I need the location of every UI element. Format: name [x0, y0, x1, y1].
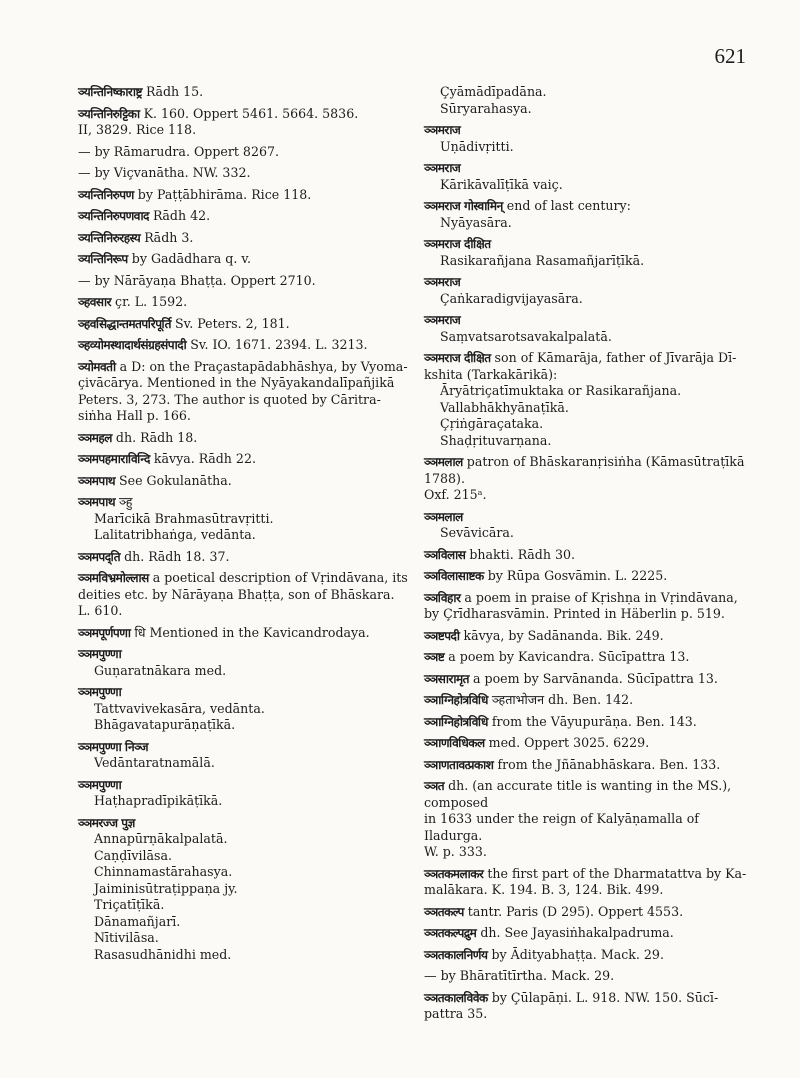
entry-line	[78, 294, 408, 311]
entry-line	[424, 811, 754, 844]
sanskrit-headword: ञ्योमवती	[78, 359, 116, 374]
entry-text: ञ्हताभोजन dh. Ben. 142.	[491, 692, 634, 707]
entry-text: the first part of the Dharmatattva by Ka-	[487, 865, 747, 881]
entry-text: Bhāgavatapurāṇaṭīkā.	[94, 717, 236, 732]
catalog-entry	[78, 451, 408, 468]
entry-text: a D: on the Praçastapādabhāshya, by Vyoma-	[119, 358, 408, 374]
entry-text: Sv. IO. 1671. 2394. L. 3213.	[190, 337, 368, 352]
catalog-entry	[78, 646, 408, 679]
right-column	[424, 84, 754, 1028]
entry-line	[78, 625, 408, 642]
catalog-entry	[78, 430, 408, 447]
catalog-entry	[424, 735, 754, 752]
sanskrit-headword: ञ्यन्तिनिष्काराष्ट्र	[78, 85, 142, 99]
entry-line	[424, 547, 754, 564]
entry-text: bhakti. Rādh 30.	[469, 546, 575, 562]
entry-line	[78, 663, 408, 680]
catalog-entry	[424, 947, 754, 964]
entry-text: a poetical description of Vṛindāvana, its	[152, 570, 408, 585]
entry-text: See Gokulanātha.	[119, 472, 232, 488]
entry-text: dh. Rādh 18.	[115, 429, 198, 445]
sanskrit-headword: ञ्ञमलाल	[424, 455, 463, 469]
sanskrit-headword: ञ्ञमपुण्णा	[78, 777, 122, 792]
entry-line	[78, 831, 408, 848]
entry-line	[78, 359, 408, 376]
catalog-entry	[424, 904, 754, 921]
entry-text: deities etc. by Nārāyaṇa Bhaṭṭa, son of Bhāskara.	[78, 586, 395, 602]
catalog-entry	[424, 509, 754, 542]
entry-line	[78, 527, 408, 544]
entry-line	[424, 714, 754, 731]
sanskrit-headword: ञ्ञमपुण्णा	[78, 685, 122, 699]
entry-line	[424, 236, 754, 253]
entry-line	[78, 717, 408, 734]
entry-text: Uṇādivṛitti.	[440, 138, 514, 154]
entry-line	[424, 925, 754, 942]
entry-line	[424, 735, 754, 752]
entry-line	[78, 392, 408, 409]
entry-line	[78, 84, 408, 101]
entry-line	[424, 968, 754, 985]
entry-text: a poem by Sarvānanda. Sūcīpattra 13.	[473, 670, 718, 686]
catalog-entry	[78, 106, 408, 139]
sanskrit-headword: ञ्ञविहार	[424, 590, 461, 605]
entry-line	[78, 230, 408, 247]
entry-line	[78, 473, 408, 490]
sanskrit-headword: ञ्ञत	[424, 779, 445, 793]
catalog-entry	[78, 294, 408, 311]
sanskrit-headword: ञ्ञविलास	[424, 547, 466, 562]
entry-line	[424, 525, 754, 542]
entry-text: by Gadādhara q. v.	[131, 251, 251, 266]
entry-text: by Ādityabhaṭṭa. Mack. 29.	[491, 946, 664, 962]
entry-text: Rādh 15.	[145, 84, 204, 99]
catalog-entry	[78, 84, 408, 101]
entry-line	[424, 383, 754, 400]
entry-line	[424, 568, 754, 585]
left-column	[78, 84, 408, 968]
entry-line	[424, 947, 754, 964]
sanskrit-headword: ञ्ञमराज	[424, 161, 461, 175]
entry-text: Lalitatribhaṅga, vedānta.	[94, 527, 256, 542]
catalog-entry	[78, 359, 408, 425]
entry-line	[424, 253, 754, 270]
entry-line	[78, 375, 408, 392]
entry-line	[424, 400, 754, 417]
entry-text: kāvya, by Sadānanda. Bik. 249.	[463, 627, 664, 643]
catalog-entry	[424, 925, 754, 942]
sanskrit-headword: ञ्ञतकमलाकर	[424, 866, 484, 881]
entry-line	[424, 1006, 754, 1023]
entry-text: Kārikāvalīṭīkā vaiç.	[440, 176, 563, 192]
entry-line	[424, 692, 754, 709]
entry-line	[78, 144, 408, 161]
catalog-entry	[78, 187, 408, 204]
entry-text: Sevāvicāra.	[440, 525, 514, 540]
entry-line	[424, 487, 754, 504]
sanskrit-headword: ञ्ञमराज दीक्षित	[424, 351, 491, 365]
catalog-entry	[424, 649, 754, 666]
entry-line	[78, 930, 408, 947]
entry-line	[424, 904, 754, 921]
catalog-entry	[78, 549, 408, 566]
entry-line	[424, 367, 754, 384]
sanskrit-headword: ञ्ञमरज्ज पुज्ञ	[78, 815, 135, 830]
catalog-entry	[78, 473, 408, 490]
catalog-entry	[424, 312, 754, 345]
entry-text: Vallabhākhyānaṭīkā.	[440, 399, 569, 415]
catalog-entry	[424, 714, 754, 731]
entry-text: Tattvavivekasāra, vedānta.	[94, 700, 265, 716]
entry-line	[424, 139, 754, 156]
catalog-entry	[78, 165, 408, 182]
catalog-entry	[424, 568, 754, 585]
entry-line	[78, 603, 408, 620]
sanskrit-headword: ञ्यन्तिनिरुरहस्य	[78, 230, 141, 245]
sanskrit-headword: ञ्हवसार	[78, 295, 112, 309]
entry-text: L. 610.	[78, 603, 123, 618]
entry-text: W. p. 333.	[424, 844, 487, 859]
entry-line	[424, 590, 754, 607]
entry-line	[78, 914, 408, 931]
catalog-entry	[424, 454, 754, 504]
sanskrit-headword: ञ्ञमपुण्णा निञ्ज	[78, 739, 149, 754]
entry-text: kshita (Tarkakārikā):	[424, 366, 558, 382]
sanskrit-headword: ञ्ञमराज	[424, 313, 461, 327]
entry-line	[78, 494, 408, 511]
entry-line	[78, 337, 408, 354]
entry-line	[78, 881, 408, 898]
entry-text: patron of Bhāskaranṛisiṅha (Kāmasūtraṭīkā 1788).	[424, 454, 745, 486]
entry-line	[78, 251, 408, 268]
sanskrit-headword: ञ्ञाणविधिकल	[424, 736, 485, 750]
entry-text: Marīcikā Brahmasūtravṛitti.	[94, 510, 274, 526]
sanskrit-headword: ञ्ञतकल्प	[424, 904, 464, 919]
entry-line	[78, 122, 408, 139]
entry-text: dh. See Jayasiṅhakalpadruma.	[480, 925, 674, 940]
sanskrit-headword: ञ्ञमपाथ	[78, 473, 116, 488]
entry-text: by Çrīdharasvāmin. Printed in Häberlin p. 519.	[424, 606, 725, 621]
catalog-entry	[78, 144, 408, 161]
sanskrit-headword: ञ्ञष्ट	[424, 650, 445, 664]
entry-text: kāvya. Rādh 22.	[153, 451, 256, 466]
entry-text: med. Oppert 3025. 6229.	[488, 735, 650, 750]
entry-text: by Çūlapāṇi. L. 918. NW. 150. Sūcī-	[491, 989, 719, 1005]
entry-line	[78, 511, 408, 528]
entry-line	[424, 177, 754, 194]
catalog-entry	[424, 757, 754, 774]
catalog-entry	[424, 968, 754, 985]
entry-line	[78, 848, 408, 865]
catalog-entry	[78, 230, 408, 247]
entry-text: a poem by Kavicandra. Sūcīpattra 13.	[448, 649, 690, 664]
sanskrit-headword: ञ्ञसारामृत	[424, 671, 469, 686]
sanskrit-headword: ञ्ञमपाथ	[78, 495, 116, 509]
entry-line	[424, 312, 754, 329]
entry-line	[424, 274, 754, 291]
entry-text: end of last century:	[506, 198, 631, 213]
entry-text: ञ्हु	[119, 494, 133, 509]
catalog-entry	[78, 251, 408, 268]
entry-line	[424, 778, 754, 811]
entry-text: from the Vāyupurāṇa. Ben. 143.	[491, 713, 697, 729]
entry-text: Triçatīṭīkā.	[94, 897, 165, 912]
entry-text: Rādh 42.	[152, 208, 211, 223]
sanskrit-headword: ञ्ञमपहमाराविन्दि	[78, 452, 150, 466]
entry-text: from the Jñānabhāskara. Ben. 133.	[497, 756, 721, 772]
catalog-entry	[424, 590, 754, 623]
entry-text: Jaiminisūtraṭippaṇa jy.	[94, 880, 238, 896]
entry-text: Çyāmādīpadāna.	[440, 84, 547, 99]
entry-line	[78, 587, 408, 604]
entry-line	[78, 106, 408, 123]
entry-line	[424, 671, 754, 688]
entry-line	[78, 187, 408, 204]
catalog-entry	[424, 236, 754, 269]
sanskrit-headword: ञ्ञतकल्पद्रुम	[424, 926, 477, 940]
entry-line	[78, 755, 408, 772]
entry-line	[424, 757, 754, 774]
entry-line	[78, 408, 408, 425]
sanskrit-headword: ञ्यन्तिनिरुपण	[78, 187, 134, 202]
catalog-entry	[424, 122, 754, 155]
entry-text: Saṃvatsarotsavakalpalatā.	[440, 328, 612, 344]
entry-text: Shaḍṛituvarṇana.	[440, 432, 552, 448]
entry-text: II, 3829. Rice 118.	[78, 122, 197, 137]
sanskrit-headword: ञ्ञमपूर्णपणा	[78, 625, 131, 640]
entry-line	[78, 646, 408, 663]
entry-line	[78, 897, 408, 914]
entry-text: Oxf. 215ᵃ.	[424, 487, 487, 502]
entry-text: Caṇḍīvilāsa.	[94, 847, 172, 863]
entry-line	[78, 451, 408, 468]
entry-line	[424, 416, 754, 433]
entry-text: Dānamañjarī.	[94, 913, 181, 929]
entry-text: malākara. K. 194. B. 3, 124. Bik. 499.	[424, 882, 664, 897]
entry-line	[78, 864, 408, 881]
entry-text: — by Rāmarudra. Oppert 8267.	[78, 143, 279, 159]
catalog-entry	[78, 208, 408, 225]
catalog-entry	[424, 547, 754, 564]
catalog-entry	[424, 990, 754, 1023]
entry-line	[424, 160, 754, 177]
entry-text: — by Viçvanātha. NW. 332.	[78, 165, 251, 180]
entry-text: Sūryarahasya.	[440, 100, 532, 116]
entry-line	[78, 793, 408, 810]
sanskrit-headword: ञ्हवसिद्धान्तमतपरिपूर्ति	[78, 316, 171, 331]
entry-text: Guṇaratnākara med.	[94, 662, 227, 678]
catalog-entry	[424, 628, 754, 645]
entry-line	[78, 208, 408, 225]
entry-line	[424, 101, 754, 118]
entry-line	[424, 628, 754, 645]
entry-line	[424, 866, 754, 883]
entry-text: a poem in praise of Kṛishṇa in Vṛindāvana,	[464, 589, 738, 605]
entry-text: çivācārya. Mentioned in the Nyāyakandalīpañjikā	[78, 375, 395, 390]
entry-line	[424, 882, 754, 899]
catalog-entry	[78, 494, 408, 544]
sanskrit-headword: ञ्हव्योमस्थादार्थसंग्रहसंपादी	[78, 338, 187, 352]
entry-text: dh. Rādh 18. 37.	[124, 548, 230, 564]
catalog-entry	[424, 866, 754, 899]
entry-line	[424, 649, 754, 666]
entry-text: son of Kāmarāja, father of Jīvarāja Dī-	[494, 350, 737, 365]
entry-text: Annapūrṇākalpalatā.	[94, 831, 228, 846]
entry-text: Vedāntaratnamālā.	[94, 755, 215, 770]
sanskrit-headword: ञ्ञतकालनिर्णय	[424, 947, 488, 962]
entry-text: K. 160. Oppert 5461. 5664. 5836.	[143, 105, 359, 121]
entry-line	[424, 84, 754, 101]
sanskrit-headword: ञ्ञमविभ्रमोल्लास	[78, 571, 149, 585]
entry-text: — by Nārāyaṇa Bhaṭṭa. Oppert 2710.	[78, 272, 316, 288]
entry-text: Rasasudhānidhi med.	[94, 946, 232, 962]
entry-line	[424, 291, 754, 308]
catalog-entry	[424, 350, 754, 449]
entry-text: pattra 35.	[424, 1006, 488, 1021]
catalog-entry	[424, 160, 754, 193]
sanskrit-headword: ञ्ञतकालविवेक	[424, 990, 488, 1005]
sanskrit-headword: ञ्यन्तिनिरुपणवाद	[78, 209, 149, 223]
entry-line	[424, 122, 754, 139]
catalog-entry	[424, 198, 754, 231]
catalog-entry	[78, 570, 408, 620]
entry-text: tantr. Paris (D 295). Oppert 4553.	[467, 903, 684, 919]
entry-line	[78, 739, 408, 756]
entry-line	[78, 815, 408, 832]
catalog-entry	[78, 684, 408, 734]
entry-text: Chinnamastārahasya.	[94, 864, 233, 879]
entry-text: Peters. 3, 273. The author is quoted by Cāritra-	[78, 391, 381, 407]
sanskrit-headword: ञ्ञमराज गोस्वामिन्	[424, 199, 503, 213]
catalog-entry	[78, 316, 408, 333]
catalog-entry	[424, 84, 754, 117]
entry-line	[78, 701, 408, 718]
entry-text: çr. L. 1592.	[115, 294, 188, 309]
catalog-entry	[78, 625, 408, 642]
sanskrit-headword: ञ्ञष्टपदी	[424, 628, 460, 643]
sanskrit-headword: ञ्ञमपुण्णा	[78, 647, 122, 661]
entry-text: Çṛiṅgāraçataka.	[440, 416, 544, 431]
catalog-entry	[78, 273, 408, 290]
entry-line	[424, 509, 754, 526]
sanskrit-headword: ञ्ञविलासाष्टक	[424, 569, 484, 583]
entry-line	[78, 549, 408, 566]
sanskrit-headword: ञ्ञमराज	[424, 123, 461, 137]
entry-line	[424, 606, 754, 623]
entry-text: Nyāyasāra.	[440, 214, 512, 230]
entry-line	[424, 990, 754, 1007]
entry-line	[424, 433, 754, 450]
sanskrit-headword: ञ्ञाणतावत्प्रकाश	[424, 757, 494, 772]
catalog-entry	[424, 671, 754, 688]
catalog-entry	[78, 739, 408, 772]
entry-text: Nītivilāsa.	[94, 930, 159, 945]
sanskrit-headword: ञ्यन्तिनिरूप	[78, 252, 128, 266]
entry-text: Sv. Peters. 2, 181.	[174, 315, 290, 331]
entry-line	[424, 329, 754, 346]
entry-text: Çaṅkaradigvijayasāra.	[440, 290, 583, 306]
catalog-entry	[424, 778, 754, 861]
sanskrit-headword: ञ्ञाग्निहोत्रविधि	[424, 693, 488, 707]
entry-text: Āryātriçatīmuktaka or Rasikarañjana.	[440, 383, 682, 398]
sanskrit-headword: ञ्ञाग्निहोत्रविधि	[424, 714, 488, 729]
catalog-entry	[424, 274, 754, 307]
entry-text: Rasikarañjana Rasamañjarīṭīkā.	[440, 252, 645, 268]
sanskrit-headword: ञ्ञमपद्ति	[78, 549, 121, 564]
entry-text: in 1633 under the reign of Kalyāṇamalla of Iladurga.	[424, 811, 699, 843]
entry-text: siṅha Hall p. 166.	[78, 408, 191, 423]
entry-line	[78, 430, 408, 447]
sanskrit-headword: ञ्यन्तिनिरुट्टिका	[78, 106, 140, 121]
catalog-entry	[424, 692, 754, 709]
entry-line	[424, 215, 754, 232]
entry-line	[78, 777, 408, 794]
entry-line	[424, 198, 754, 215]
sanskrit-headword: ञ्ञमलाल	[424, 509, 463, 524]
entry-text: धि Mentioned in the Kavicandrodaya.	[134, 624, 370, 640]
entry-line	[78, 273, 408, 290]
entry-line	[78, 165, 408, 182]
entry-line	[78, 316, 408, 333]
entry-text: by Paṭṭābhirāma. Rice 118.	[137, 186, 312, 202]
entry-text: dh. (an accurate title is wanting in the MS.), composed	[424, 778, 732, 810]
entry-line	[424, 844, 754, 861]
catalog-entry	[78, 815, 408, 964]
entry-line	[78, 570, 408, 587]
sanskrit-headword: ञ्ञमराज	[424, 275, 461, 289]
catalog-entry	[78, 777, 408, 810]
entry-line	[424, 350, 754, 367]
sanskrit-headword: ञ्ञमहल	[78, 430, 112, 445]
entry-text: — by Bhāratītīrtha. Mack. 29.	[424, 968, 615, 983]
page-number: 621	[714, 44, 746, 68]
entry-text: Haṭhapradīpikāṭīkā.	[94, 793, 223, 808]
entry-line	[78, 947, 408, 964]
sanskrit-headword: ञ्ञमराज दीक्षित	[424, 237, 491, 251]
entry-line	[424, 454, 754, 487]
entry-text: Rādh 3.	[144, 229, 194, 245]
entry-text: by Rūpa Gosvāmin. L. 2225.	[487, 568, 668, 583]
catalog-entry	[78, 337, 408, 354]
entry-line	[78, 684, 408, 701]
